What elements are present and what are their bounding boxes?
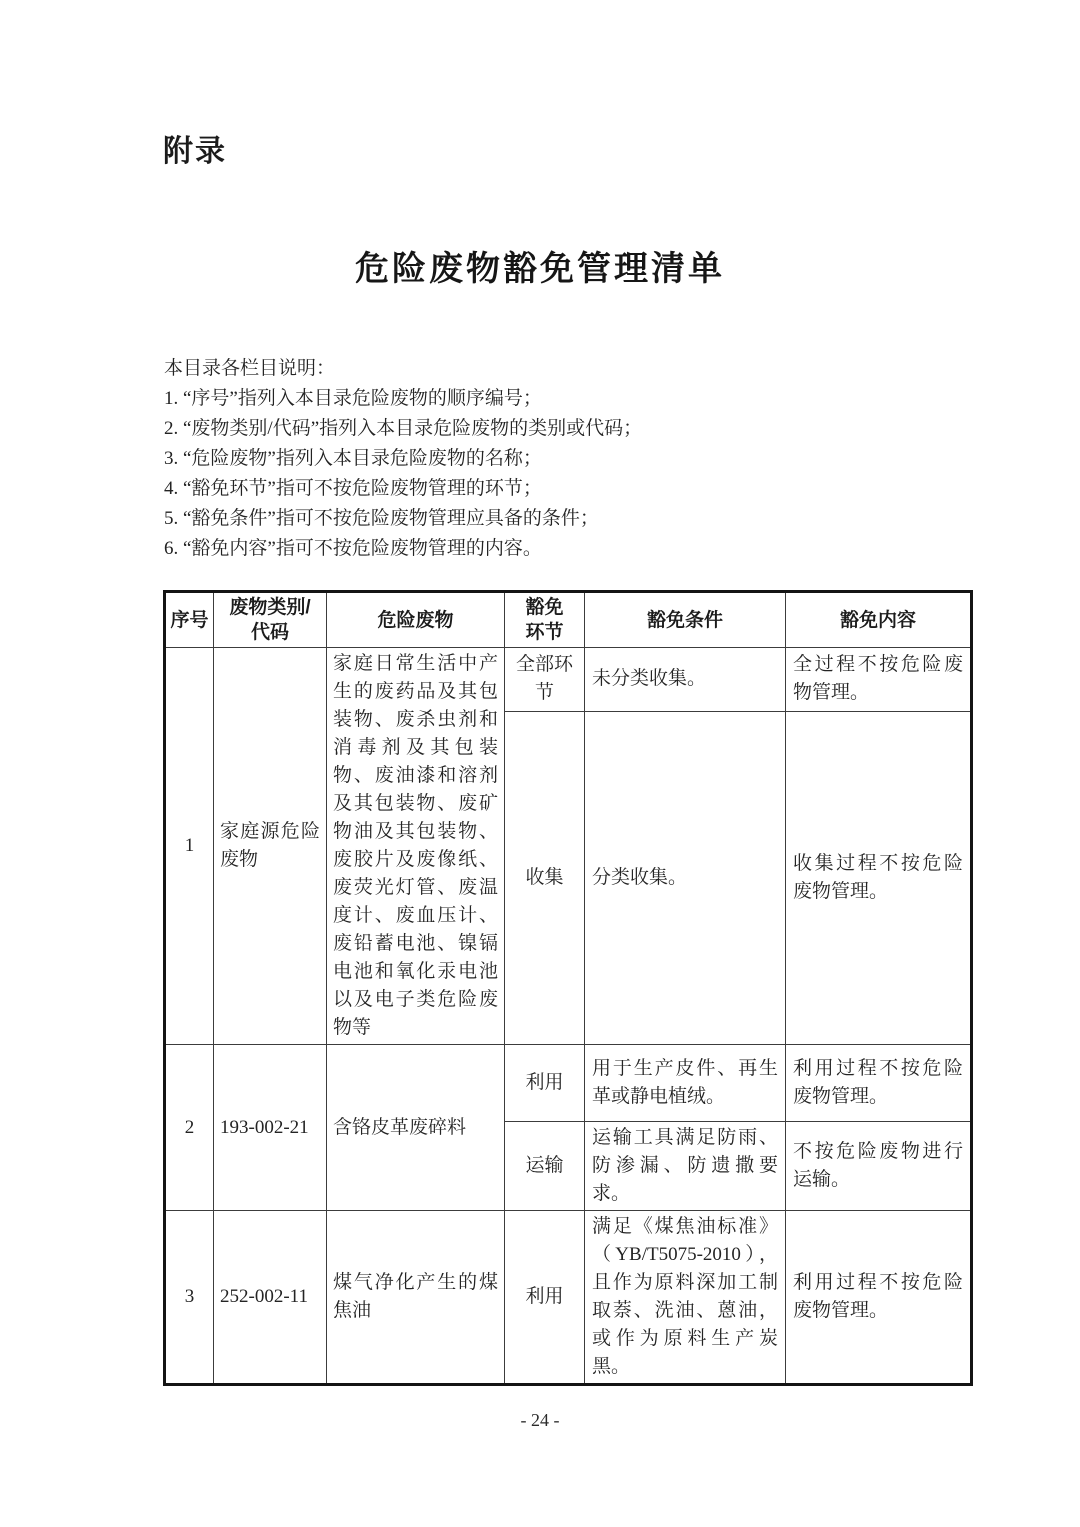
- column-notes: [164, 354, 864, 564]
- cell-waste: 家庭日常生活中产生的废药品及其包装物、废杀虫剂和消毒剂及其包装物、废油漆和溶剂及其包装物、废矿物油及其包装物、废胶片及废像纸、废荧光灯管、废温度计、废血压计、废铅蓄电池、镍镉电池和氧化汞电池以及电子类危险废物等: [327, 648, 505, 1045]
- cell-condition: 未分类收集。: [585, 648, 786, 712]
- cell-condition: 满足《煤焦油标准》（YB/T5075-2010），且作为原料深加工制取萘、洗油、蒽油，或作为原料生产炭黑。: [585, 1211, 786, 1385]
- header-content: 豁免内容: [786, 592, 972, 648]
- cell-seq: 1: [165, 648, 214, 1045]
- cell-condition: 运输工具满足防雨、防渗漏、防遗撒要求。: [585, 1122, 786, 1211]
- header-condition: 豁免条件: [585, 592, 786, 648]
- exemption-table: [163, 590, 973, 1386]
- appendix-label: 附录: [163, 135, 227, 168]
- cell-category: 家庭源危险废物: [214, 648, 327, 1045]
- note-item: 2. “废物类别/代码”指列入本目录危险废物的类别或代码；: [164, 418, 643, 439]
- cell-condition: 用于生产皮件、再生革或静电植绒。: [585, 1045, 786, 1122]
- note-item: 1. “序号”指列入本目录危险废物的顺序编号；: [164, 388, 542, 409]
- document-title: 危险废物豁免管理清单: [355, 250, 725, 288]
- cell-waste: 含铬皮革废碎料: [327, 1045, 505, 1211]
- cell-content: 利用过程不按危险废物管理。: [786, 1211, 972, 1385]
- table-row: [165, 1045, 972, 1122]
- note-item: 5. “豁免条件”指可不按危险废物管理应具备的条件；: [164, 508, 599, 529]
- notes-intro: 本目录各栏目说明：: [164, 358, 336, 379]
- header-stage: 豁免环节: [505, 592, 585, 648]
- note-item: 6. “豁免内容”指可不按危险废物管理的内容。: [164, 538, 542, 559]
- table-row: [165, 1211, 972, 1385]
- cell-condition: 分类收集。: [585, 711, 786, 1044]
- cell-seq: 3: [165, 1211, 214, 1385]
- note-item: 3. “危险废物”指列入本目录危险废物的名称；: [164, 448, 542, 469]
- cell-category: 252-002-11: [214, 1211, 327, 1385]
- cell-stage: 运输: [505, 1122, 585, 1211]
- cell-category: 193-002-21: [214, 1045, 327, 1211]
- table-row: [165, 648, 972, 712]
- cell-content: 全过程不按危险废物管理。: [786, 648, 972, 712]
- cell-content: 利用过程不按危险废物管理。: [786, 1045, 972, 1122]
- note-item: 4. “豁免环节”指可不按危险废物管理的环节；: [164, 478, 542, 499]
- cell-stage: 收集: [505, 711, 585, 1044]
- header-seq: 序号: [165, 592, 214, 648]
- cell-stage: 利用: [505, 1045, 585, 1122]
- cell-stage: 利用: [505, 1211, 585, 1385]
- cell-seq: 2: [165, 1045, 214, 1211]
- page-number: - 24 -: [520, 1410, 560, 1430]
- cell-waste: 煤气净化产生的煤焦油: [327, 1211, 505, 1385]
- header-category: 废物类别/代码: [214, 592, 327, 648]
- cell-stage: 全部环节: [505, 648, 585, 712]
- cell-content: 不按危险废物进行运输。: [786, 1122, 972, 1211]
- cell-content: 收集过程不按危险废物管理。: [786, 711, 972, 1044]
- table-header-row: [165, 592, 972, 648]
- header-waste: 危险废物: [327, 592, 505, 648]
